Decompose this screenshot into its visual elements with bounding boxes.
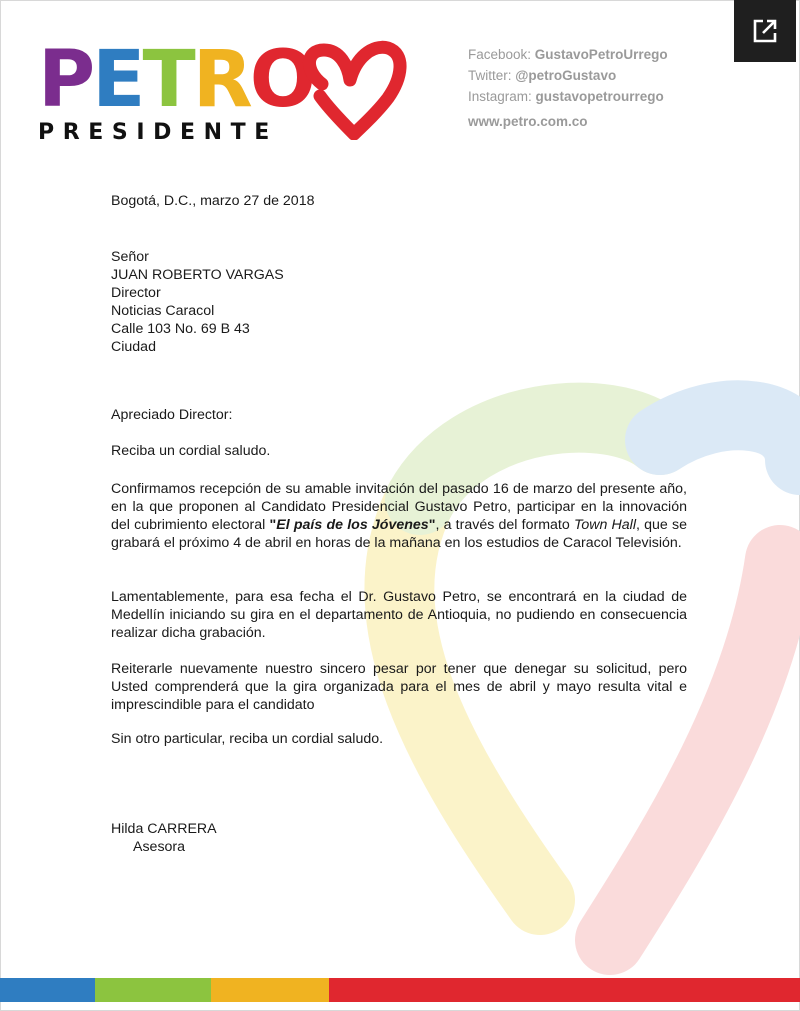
signature-name: Hilda CARRERA <box>111 821 217 837</box>
bar-segment-red <box>329 978 800 1002</box>
text-segment: , a través del formato <box>435 517 574 533</box>
social-value: GustavoPetroUrrego <box>534 47 668 62</box>
signature-role: Asesora <box>133 839 186 855</box>
social-instagram[interactable] <box>468 86 668 107</box>
open-external-button[interactable] <box>734 0 796 62</box>
bar-segment-green <box>95 978 211 1002</box>
closing: Sin otro particular, reciba un cordial saludo. <box>111 731 384 747</box>
heart-icon <box>290 40 408 140</box>
greeting: Reciba un cordial saludo. <box>111 443 271 459</box>
recipient-line: Señor <box>111 249 149 265</box>
footer-color-bar <box>0 978 800 1002</box>
text-segment: Confirmamos recepción de su amable invitación del pasado 16 de marzo del presente año, en la que proponen al Candidato Presidencial Gustavo Petro, participar en la innovación del cubrimiento electoral <box>111 481 687 533</box>
quote-mark: " <box>428 517 436 533</box>
social-value: @petroGustavo <box>515 68 617 83</box>
social-value: gustavopetrourrego <box>535 89 664 104</box>
quote-mark: " <box>269 517 277 533</box>
social-label: Facebook: <box>468 47 535 62</box>
format-name: Town Hall <box>573 517 636 533</box>
social-facebook[interactable] <box>468 44 668 65</box>
recipient-line: Ciudad <box>111 339 156 355</box>
logo-subtitle: PRESIDENTE <box>38 120 278 145</box>
social-links <box>468 44 668 107</box>
social-twitter[interactable] <box>468 65 668 86</box>
external-link-icon <box>750 16 780 46</box>
logo-letter: T <box>142 35 193 125</box>
recipient-line: Noticias Caracol <box>111 303 215 319</box>
recipient-block <box>111 248 284 356</box>
paragraph-1 <box>111 480 687 552</box>
logo-wordmark <box>38 35 314 125</box>
logo-letter: O <box>249 35 314 125</box>
social-label: Instagram: <box>468 89 536 104</box>
website-link[interactable]: www.petro.com.co <box>468 114 588 129</box>
paragraph-3: Reiterarle nuevamente nuestro sincero pesar por tener que denegar su solicitud, pero Usted comprenderá que la gira organizada para el mes de abril y mayo resulta vital e imprescindible para el candidato <box>111 661 687 713</box>
social-label: Twitter: <box>468 68 516 83</box>
logo-letter: R <box>192 35 250 125</box>
paragraph-2: Lamentablemente, para esa fecha el Dr. Gustavo Petro, se encontrará en la ciudad de Medellín iniciando su gira en el departamento de Antioquia, no pudiendo en consecuencia realizar dicha grabación. <box>111 589 687 641</box>
recipient-line: Director <box>111 285 161 301</box>
text-segment: , que se grabará el próximo 4 de abril en horas de la mañana en los estudios de Caracol Televisión. <box>111 517 688 551</box>
salutation: Apreciado Director: <box>111 407 233 423</box>
recipient-line: JUAN ROBERTO VARGAS <box>111 267 284 283</box>
logo-letter: E <box>92 35 143 125</box>
bar-segment-yellow <box>211 978 329 1002</box>
recipient-line: Calle 103 No. 69 B 43 <box>111 321 250 337</box>
letter-date: Bogotá, D.C., marzo 27 de 2018 <box>111 193 315 209</box>
bar-segment-blue <box>0 978 95 1002</box>
program-title: El país de los Jóvenes <box>276 517 429 533</box>
logo-letter: P <box>38 35 93 125</box>
